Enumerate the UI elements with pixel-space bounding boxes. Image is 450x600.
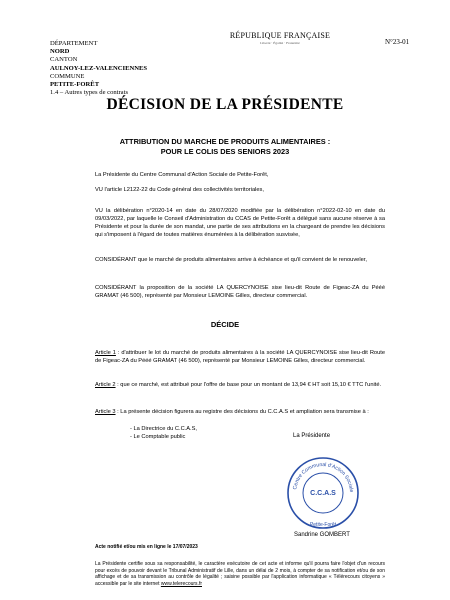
decision-subject (60, 137, 390, 156)
republic-header (215, 31, 345, 45)
republic-motto: Liberté · Égalité · Fraternité (260, 41, 300, 45)
admin-line: 1.4 – Autres types de contrats (50, 89, 129, 97)
posted-date: Acte notifié et/ou mis en ligne le 17/07/2023 (95, 544, 198, 550)
preamble-considerant-2: CONSIDÉRANT la proposition de la société LA QUERCYNOISE sise lieu-dit Route de Figeac-ZA du Pééé GRAMAT (46 500), représenté par Monsieur LEMOINE Gilles, directeur commercial. (95, 285, 385, 299)
subject-line-2: POUR LE COLIS DES SENIORS 2023 (160, 146, 290, 156)
recipients-list (130, 425, 197, 441)
admin-line: PETITE-FORÊT (50, 81, 100, 89)
seal-ring-text: Centre Communal d'Action Sociale (292, 461, 355, 493)
admin-line: AULNOY-LEZ-VALENCIENNES (50, 64, 148, 72)
signer-name: Sandrine GOMBERT (294, 532, 350, 538)
footer-text: La Présidente certifie sous sa responsabilité, le caractère exécutoire de cet acte et informe qu'il pourra faire l'objet d'un recours pour excès de pouvoir devant le Tribunal Administratif de Lille, dans un délai de 2 mois, à compter de sa notification et/ou de son affichage et de sa transmission au contrôle de légalité ; saisine possible par l'application informatique « Télérecours citoyens » accessible par le site internet (95, 561, 385, 587)
recipient-item: - Le Comptable public (130, 434, 186, 440)
decide-heading: DÉCIDE (210, 320, 240, 329)
page-title: DÉCISION DE LA PRÉSIDENTE (106, 96, 344, 113)
preamble-considerant-1: CONSIDÉRANT que le marché de produits alimentaires arrive à échéance et qu'il convient de le renouveler, (95, 257, 367, 263)
seal-city-text: Petite-Forêt (309, 522, 337, 528)
article-3 (95, 408, 385, 416)
seal-center-text: C.C.A.S (310, 490, 336, 497)
legal-footer (95, 561, 385, 587)
article-1 (95, 349, 385, 365)
preamble-president: La Présidente du Centre Communal d'Action Sociale de Petite-Forêt, (95, 172, 269, 178)
article-2-text: : que ce marché, est attribué pour l'offre de base pour un montant de 13,94 € HT soit 15,10 € TTC l'unité. (115, 382, 382, 388)
subject-line-1: ATTRIBUTION DU MARCHE DE PRODUITS ALIMENTAIRES : (119, 137, 331, 146)
decision-reference: N°23-01 (385, 38, 410, 46)
article-3-text: : La présente décision figurera au registre des décisions du C.C.A.S et ampliation sera transmise à : (115, 409, 369, 415)
article-2 (95, 381, 385, 389)
recipient-item: - La Directrice du C.C.A.S, (130, 426, 198, 432)
admin-block (50, 40, 147, 97)
ccas-seal-stamp (285, 455, 361, 531)
article-1-label: Article 1 (95, 350, 116, 356)
admin-line: COMMUNE (50, 72, 85, 80)
admin-line: DÉPARTEMENT (50, 40, 98, 47)
admin-line: NORD (50, 48, 70, 56)
telerecours-link[interactable]: www.telerecours.fr (160, 580, 202, 587)
preamble-vu-deliberation: VU la délibération n°2020-14 en date du 28/07/2020 modifiée par la délibération n°2022-02-10 en date du 09/03/2022, par laquelle le Conseil d'Administration du CCAS de Petite-Forêt a délégué sans aucune réserve à sa Présidente et pour la durée de son mandat, une partie de ses attributions en la chargeant de prendre les décisions qui s'imposent à l'égard de toutes matières énumérées à la délibération susvisée, (95, 208, 385, 238)
preamble-vu-article: VU l'article L2122-22 du Code général des collectivités territoriales, (95, 187, 264, 193)
republic-title: RÉPUBLIQUE FRANÇAISE (229, 31, 331, 40)
article-3-label: Article 3 (95, 409, 116, 415)
signature-label: La Présidente (293, 433, 331, 439)
article-1-text: : d'attribuer le lot du marché de produits alimentaires à la société LA QUERCYNOISE sise lieu-dit Route de Figeac-ZA du Pééé GRAMAT (46 500), représenté par Monsieur LEMOINE Gilles, directeur commercial. (95, 350, 385, 364)
article-2-label: Article 2 (95, 382, 116, 388)
admin-line: CANTON (50, 56, 78, 64)
